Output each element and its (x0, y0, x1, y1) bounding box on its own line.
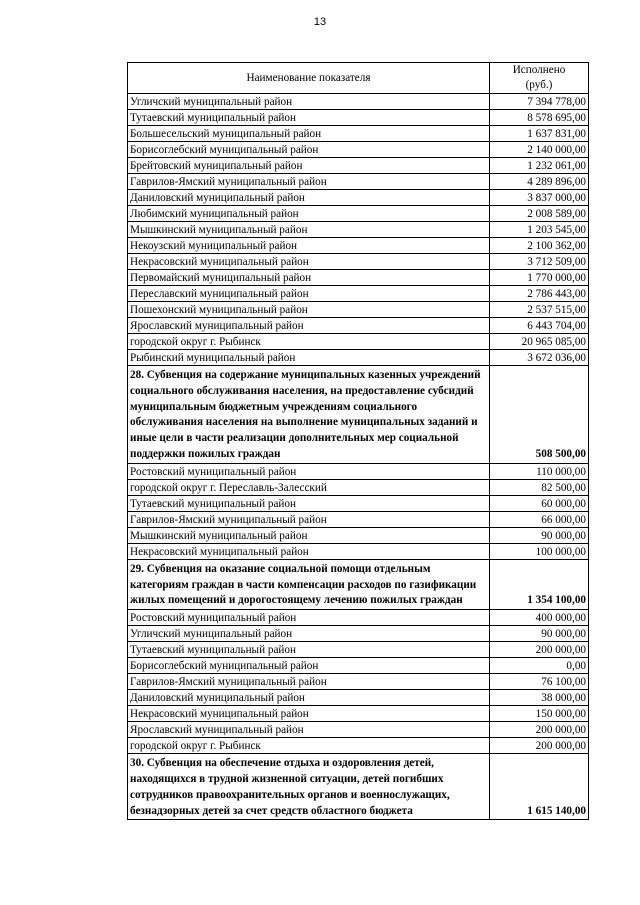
table-row (128, 190, 589, 206)
section-total: 1 354 100,00 (490, 559, 589, 609)
table-row (128, 174, 589, 190)
table-row (128, 350, 589, 366)
row-name: Некоузский муниципальный район (128, 238, 490, 254)
row-value: 7 394 778,00 (490, 94, 589, 110)
table-row (128, 110, 589, 126)
row-value: 110 000,00 (490, 463, 589, 479)
row-value: 1 203 545,00 (490, 222, 589, 238)
row-name: городской округ г. Рыбинск (128, 334, 490, 350)
row-value: 82 500,00 (490, 479, 589, 495)
row-value: 2 100 362,00 (490, 238, 589, 254)
table-row (128, 94, 589, 110)
table-row (128, 610, 589, 626)
header-value (490, 63, 589, 94)
row-name: Ростовский муниципальный район (128, 463, 490, 479)
row-value: 100 000,00 (490, 543, 589, 559)
row-value: 60 000,00 (490, 495, 589, 511)
row-value: 8 578 695,00 (490, 110, 589, 126)
page-number: 13 (313, 16, 327, 28)
table-header-row (128, 63, 589, 94)
row-value: 90 000,00 (490, 626, 589, 642)
row-value: 400 000,00 (490, 610, 589, 626)
table-row (128, 206, 589, 222)
row-name: Угличский муниципальный район (128, 94, 490, 110)
row-value: 3 712 509,00 (490, 254, 589, 270)
row-name: Первомайский муниципальный район (128, 270, 490, 286)
row-name: Пошехонский муниципальный район (128, 302, 490, 318)
section-row (128, 559, 589, 609)
row-value: 4 289 896,00 (490, 174, 589, 190)
row-name: Мышкинский муниципальный район (128, 222, 490, 238)
row-name: Брейтовский муниципальный район (128, 158, 490, 174)
table-row (128, 690, 589, 706)
table-row (128, 158, 589, 174)
row-value: 1 770 000,00 (490, 270, 589, 286)
row-name: Гаврилов-Ямский муниципальный район (128, 674, 490, 690)
row-name: Ярославский муниципальный район (128, 722, 490, 738)
header-name: Наименование показателя (128, 63, 490, 94)
header-value-line2: (руб.) (525, 79, 553, 91)
row-value: 38 000,00 (490, 690, 589, 706)
row-value: 1 232 061,00 (490, 158, 589, 174)
section-title: 30. Субвенция на обеспечение отдыха и оздоровления детей, находящихся в трудной жизненной ситуации, детей погибших сотрудников правоохранительных органов и военнослужащих, безнадзорных детей за счет средств областного бюджета (128, 754, 490, 820)
row-value: 3 837 000,00 (490, 190, 589, 206)
table-row (128, 142, 589, 158)
row-name: Некрасовский муниципальный район (128, 254, 490, 270)
row-name: Некрасовский муниципальный район (128, 543, 490, 559)
row-name: Гаврилов-Ямский муниципальный район (128, 174, 490, 190)
row-name: Даниловский муниципальный район (128, 690, 490, 706)
table-row (128, 126, 589, 142)
row-value: 0,00 (490, 658, 589, 674)
row-name: Некрасовский муниципальный район (128, 706, 490, 722)
row-value: 20 965 085,00 (490, 334, 589, 350)
row-value: 1 637 831,00 (490, 126, 589, 142)
section-row (128, 366, 589, 464)
table-row (128, 722, 589, 738)
row-name: Ярославский муниципальный район (128, 318, 490, 334)
header-value-line1: Исполнено (512, 64, 566, 76)
row-value: 200 000,00 (490, 642, 589, 658)
table-row (128, 302, 589, 318)
row-name: Гаврилов-Ямский муниципальный район (128, 511, 490, 527)
table-row (128, 286, 589, 302)
row-value: 2 008 589,00 (490, 206, 589, 222)
row-value: 6 443 704,00 (490, 318, 589, 334)
row-name: Тутаевский муниципальный район (128, 495, 490, 511)
row-value: 150 000,00 (490, 706, 589, 722)
table-row (128, 626, 589, 642)
table-row (128, 318, 589, 334)
row-value: 200 000,00 (490, 738, 589, 754)
table-row (128, 642, 589, 658)
table-row (128, 527, 589, 543)
section-total: 508 500,00 (490, 366, 589, 464)
table-row (128, 334, 589, 350)
row-name: Борисоглебский муниципальный район (128, 142, 490, 158)
row-value: 2 537 515,00 (490, 302, 589, 318)
row-value: 3 672 036,00 (490, 350, 589, 366)
row-value: 76 100,00 (490, 674, 589, 690)
row-name: Борисоглебский муниципальный район (128, 658, 490, 674)
row-name: Большесельский муниципальный район (128, 126, 490, 142)
row-name: Ростовский муниципальный район (128, 610, 490, 626)
table-row (128, 738, 589, 754)
table-row (128, 222, 589, 238)
row-name: Тутаевский муниципальный район (128, 110, 490, 126)
row-name: Переславский муниципальный район (128, 286, 490, 302)
table-row (128, 463, 589, 479)
row-value: 2 140 000,00 (490, 142, 589, 158)
section-total: 1 615 140,00 (490, 754, 589, 820)
row-name: Мышкинский муниципальный район (128, 527, 490, 543)
row-value: 90 000,00 (490, 527, 589, 543)
section-row (128, 754, 589, 820)
table-row (128, 238, 589, 254)
section-title: 29. Субвенция на оказание социальной помощи отдельным категориям граждан в части компенсации расходов по газификации жилых помещений и дорогостоящему лечению пожилых граждан (128, 559, 490, 609)
budget-table (127, 62, 589, 820)
row-name: городской округ г. Переславль-Залесский (128, 479, 490, 495)
table-row (128, 495, 589, 511)
row-value: 66 000,00 (490, 511, 589, 527)
table-row (128, 543, 589, 559)
table-row (128, 658, 589, 674)
row-name: городской округ г. Рыбинск (128, 738, 490, 754)
row-name: Угличский муниципальный район (128, 626, 490, 642)
row-name: Любимский муниципальный район (128, 206, 490, 222)
table-row (128, 706, 589, 722)
row-name: Даниловский муниципальный район (128, 190, 490, 206)
row-name: Тутаевский муниципальный район (128, 642, 490, 658)
table-row (128, 674, 589, 690)
row-name: Рыбинский муниципальный район (128, 350, 490, 366)
row-value: 2 786 443,00 (490, 286, 589, 302)
section-title: 28. Субвенция на содержание муниципальных казенных учреждений социального обслуживания населения, на предоставление субсидий муниципальным бюджетным учреждениям социального обслуживания населения на выполнение муниципальных заданий и иные цели в части реализации дополнительных мер социальной поддержки пожилых граждан (128, 366, 490, 464)
table-row (128, 479, 589, 495)
row-value: 200 000,00 (490, 722, 589, 738)
table-row (128, 254, 589, 270)
table-row (128, 511, 589, 527)
table-row (128, 270, 589, 286)
